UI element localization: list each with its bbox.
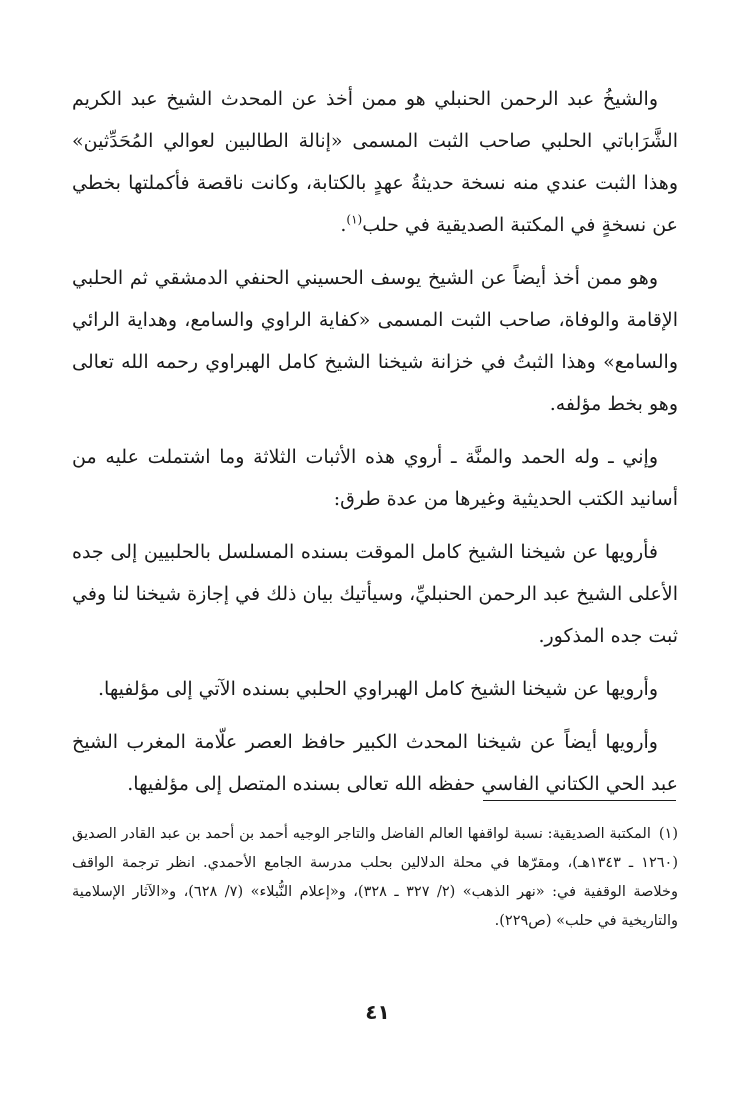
paragraph-3: وإني ـ وله الحمد والمنَّة ـ أروي هذه الأثبات الثلاثة وما اشتملت عليه من أسانيد الكتب الحديثية وغيرها من عدة طرق: — [72, 446, 678, 510]
footnote — [72, 820, 678, 936]
paragraph-2: وهو ممن أخذ أيضاً عن الشيخ يوسف الحسيني الحنفي الدمشقي ثم الحلبي الإقامة والوفاة، صاحب الثبت المسمى «كفاية الراوي والسامع، وهداية الرائي والسامع» وهذا الثبتُ في خزانة شيخنا الشيخ كامل الهبراوي رحمه الله تعالى وهو بخط مؤلفه. — [72, 267, 678, 415]
paragraph-5: وأرويها عن شيخنا الشيخ كامل الهبراوي الحلبي بسنده الآتي إلى مؤلفيها. — [97, 678, 658, 700]
paragraph-1-end: . — [340, 214, 347, 236]
paragraph-1-text: والشيخُ عبد الرحمن الحنبلي هو ممن أخذ عن المحدث الشيخ عبد الكريم الشَّرَاباتي الحلبي صاحب الثبت المسمى «إنالة الطالبين لعوالي المُحَدِّثين» وهذا الثبت عندي منه نسخة حديثةُ عهدٍ بالكتابة، وكانت ناقصة فأكملتها بخطي عن نسخةٍ في المكتبة الصديقية في حلب — [72, 88, 678, 236]
page-body — [72, 78, 678, 816]
paragraph-6: وأرويها أيضاً عن شيخنا المحدث الكبير حافظ العصر علّامة المغرب الشيخ عبد الحي الكتاني الفاسي حفظه الله تعالى بسنده المتصل إلى مؤلفيها. — [72, 731, 678, 795]
page-number: ٤١ — [365, 1000, 390, 1024]
paragraph-1 — [72, 78, 678, 246]
footnote-divider — [483, 800, 676, 801]
footnote-number: (١) — [658, 826, 678, 842]
paragraph-4: فأرويها عن شيخنا الشيخ كامل الموقت بسنده المسلسل بالحلبيين إلى جده الأعلى الشيخ عبد الرحمن الحنبليِّ، وسيأتيك بيان ذلك في إجازة شيخنا لنا وفي ثبت جده المذكور. — [72, 541, 678, 647]
footnote-reference[interactable]: (١) — [346, 212, 363, 227]
footnote-text: المكتبة الصديقية: نسبة لواقفها العالم الفاضل والتاجر الوجيه أحمد بن أحمد بن عبد القادر الصديق (١٢٦٠ ـ ١٣٤٣هـ)، ومقرّها في محلة الدلالين بحلب مدرسة الجامع الأحمدي. انظر ترجمة الواقف وخلاصة الوقفية في: «نهر الذهب» (٢/ ٣٢٧ ـ ٣٢٨)، و«إعلام النُّبلاء» (٧/ ٦٢٨)، و«الآثار الإسلامية والتاريخية في حلب» (ص٢٢٩). — [72, 826, 679, 929]
